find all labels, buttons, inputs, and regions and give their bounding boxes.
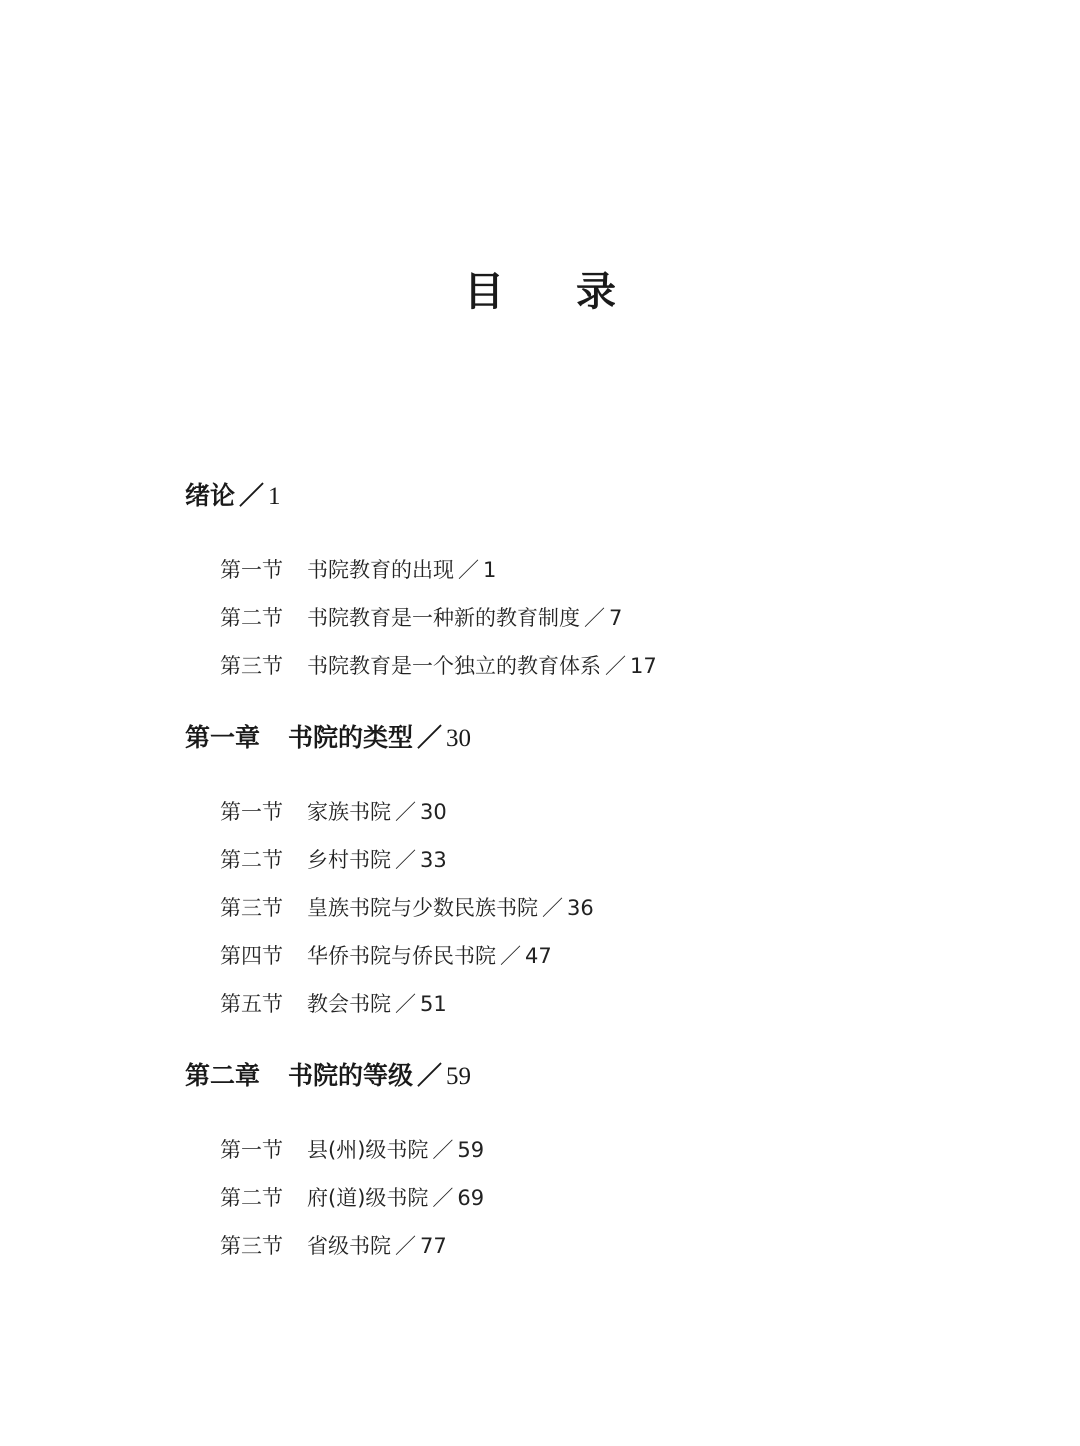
separator: ／	[542, 896, 563, 920]
section-page: 7	[609, 606, 623, 630]
chapter-no: 第二章	[185, 1061, 261, 1090]
section-page: 1	[483, 558, 497, 582]
section-title: 县(州)级书院	[307, 1138, 429, 1162]
toc-section[interactable]	[220, 788, 1005, 836]
toc-chapter-intro[interactable]	[185, 474, 1005, 518]
section-title: 书院教育是一种新的教育制度	[307, 606, 580, 630]
toc-section[interactable]	[220, 932, 1005, 980]
separator: ／	[395, 992, 416, 1016]
section-list	[185, 546, 1005, 690]
section-title: 书院教育的出现	[307, 558, 454, 582]
toc-section[interactable]	[220, 1174, 1005, 1222]
section-title: 省级书院	[307, 1234, 391, 1258]
section-title: 乡村书院	[307, 848, 391, 872]
section-page: 30	[420, 800, 447, 824]
separator: ／	[395, 800, 416, 824]
section-no: 第三节	[220, 1234, 283, 1258]
chapter-title: 书院的等级	[288, 1061, 414, 1090]
section-page: 17	[630, 654, 657, 678]
section-no: 第四节	[220, 944, 283, 968]
toc-section[interactable]	[220, 980, 1005, 1028]
chapter-page: 1	[268, 483, 281, 510]
toc-section[interactable]	[220, 546, 1005, 594]
section-no: 第三节	[220, 896, 283, 920]
toc-section[interactable]	[220, 1126, 1005, 1174]
section-no: 第二节	[220, 606, 283, 630]
section-page: 33	[420, 848, 447, 872]
section-title: 书院教育是一个独立的教育体系	[307, 654, 601, 678]
separator: ／	[395, 1234, 416, 1258]
title-char-1: 目	[464, 268, 504, 315]
separator: ／	[458, 558, 479, 582]
table-of-contents	[185, 474, 1005, 1296]
separator: ／	[432, 1138, 454, 1162]
section-no: 第二节	[220, 848, 283, 872]
section-page: 47	[525, 944, 552, 968]
title-char-2: 录	[576, 268, 616, 315]
section-no: 第一节	[220, 1138, 283, 1162]
toc-section[interactable]	[220, 836, 1005, 884]
section-title: 教会书院	[307, 992, 391, 1016]
section-title: 家族书院	[307, 800, 391, 824]
separator: ／	[395, 848, 416, 872]
chapter-title: 绪论	[185, 481, 236, 510]
section-no: 第二节	[220, 1186, 283, 1210]
section-no: 第一节	[220, 558, 283, 582]
toc-section[interactable]	[220, 594, 1005, 642]
section-list	[185, 788, 1005, 1028]
separator: ／	[500, 944, 521, 968]
section-list	[185, 1126, 1005, 1270]
section-page: 51	[420, 992, 447, 1016]
chapter-page: 59	[446, 1063, 472, 1090]
section-page: 36	[567, 896, 594, 920]
chapter-page: 30	[446, 725, 472, 752]
section-page: 59	[457, 1138, 485, 1162]
section-page: 77	[420, 1234, 447, 1258]
section-page: 69	[457, 1186, 485, 1210]
page-title	[0, 262, 1080, 322]
section-no: 第五节	[220, 992, 283, 1016]
chapter-no: 第一章	[185, 723, 261, 752]
separator: ／	[605, 654, 626, 678]
separator: ／	[239, 481, 265, 510]
section-title: 皇族书院与少数民族书院	[307, 896, 538, 920]
section-no: 第三节	[220, 654, 283, 678]
toc-chapter-1[interactable]	[185, 716, 1005, 760]
separator: ／	[417, 723, 443, 752]
separator: ／	[432, 1186, 454, 1210]
toc-section[interactable]	[220, 642, 1005, 690]
chapter-title: 书院的类型	[288, 723, 414, 752]
toc-section[interactable]	[220, 1222, 1005, 1270]
section-no: 第一节	[220, 800, 283, 824]
separator: ／	[417, 1061, 443, 1090]
section-title: 华侨书院与侨民书院	[307, 944, 496, 968]
toc-section[interactable]	[220, 884, 1005, 932]
section-title: 府(道)级书院	[307, 1186, 429, 1210]
toc-chapter-2[interactable]	[185, 1054, 1005, 1098]
separator: ／	[584, 606, 605, 630]
